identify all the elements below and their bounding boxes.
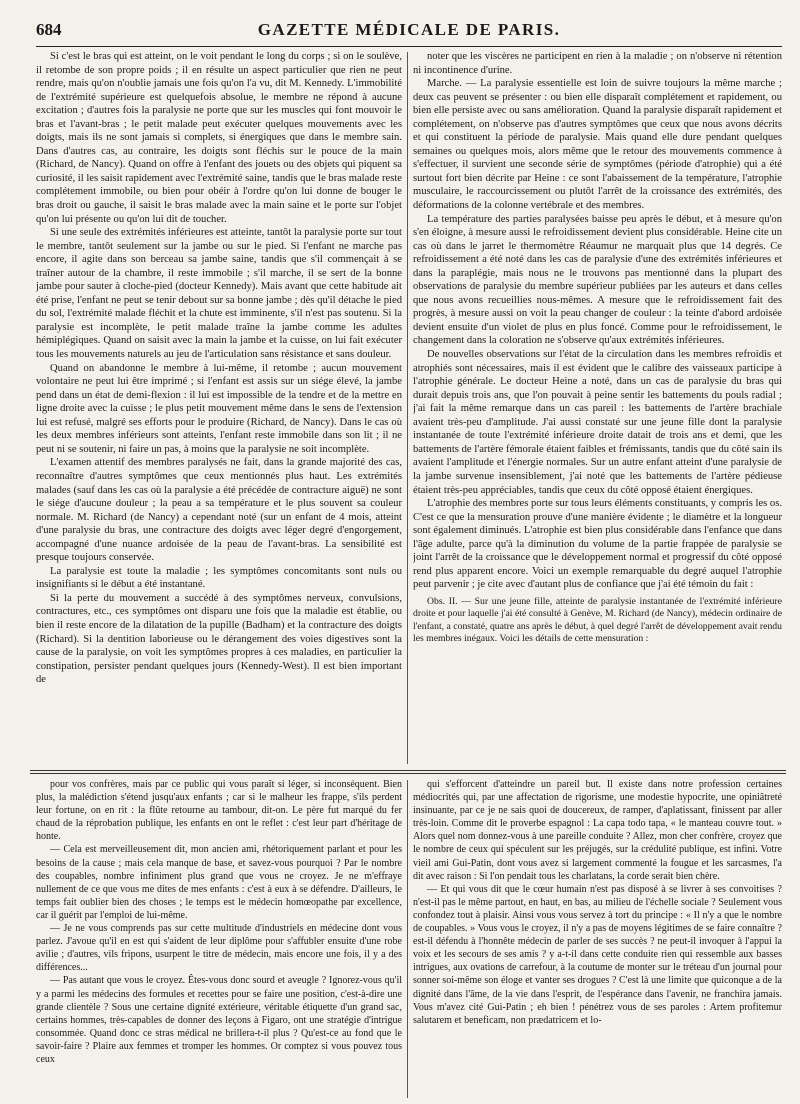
paragraph: Quand on abandonne le membre à lui-même, il retombe ; aucun mouvement volontaire ne peut lui être imprimé ; si l'enfant est assis sur un siége élevé, la jambe pend dans un état de demi-flexion : il lui est impossible de la tendre et de la mettre en ligne droite avec la cuisse ; le plus petit mouvement même dans le sens de l'extension lui est refusé, malgré ses efforts pour le produire (Richard, de Nancy). Dans le cas où les deux membres inférieurs sont atteints, l'enfant reste immobile dans son lit ; il ne peut ni se soutenir, ni faire un pas, à moins que la paralysie ne soit incomplète. [36,362,402,455]
paragraph: La température des parties paralysées baisse peu après le début, et à mesure qu'on s'en éloigne, à mesure aussi le refroidissement devient plus considérable. Heine cite un cas où dans le jarret le thermomètre Réaumur ne marquait plus que 14 degrés. Ce refroidissement a été noté dans les cas de paralysie d'une des extrémités inférieures et dans la paraplégie, mais nous ne le trouvons pas mentionné dans la plupart des observations de paralysie du membre supérieur publiées par les auteurs et dans celles que nous avons recueillies nous-mêmes. A mesure que le refroidissement fait des progrès, à mesure aussi on voit la peau changer de couleur : la teinte d'abord ardoisée devient ensuite d'un violet de plus en plus foncé. Comme pour le refroidissement, le changement dans la coloration ne s'observe qu'aux extrémités inférieures. [413,213,782,347]
paragraph: De nouvelles observations sur l'état de la circulation dans les membres refroidis et atrophiés sont nécessaires, mais il est évident que le calibre des vaisseaux participe à l'atrophie générale. Le docteur Heine a noté, dans un cas de paralysie du bras qui durait depuis trois ans, que l'on pouvait à peine sentir les battements du pouls radial ; j'ai fait la même remarque dans un cas pareil : les battements de l'artère brachiale avaient très-peu d'amplitude. J'ai aussi constaté sur une jeune fille dont la paralysie instantanée de toute l'extrémité inférieure droite datait de trois ans et demi, que les battements de l'artère fémorale étaient faibles et frémissants, tandis que du côté sain ils avaient l'amplitude et l'énergie normales. Sur un autre enfant atteint d'une paralysie de la jambe survenue insensiblement, j'ai noté que les battements de l'artère pédieuse étaient très-peu appréciables, tandis que ceux du côté opposé étaient énergiques. [413,349,782,496]
paragraph: — Cela est merveilleusement dit, mon ancien ami, rhétoriquement parlant et pour les besoins de la cause ; mais cela manque de base, et savez-vous pourquoi ? Par le nombre des coupables, nombre infiniment plus grand que vous ne croyez. Je ne m'effraye nullement de ce que vous me dites de mes enfants : c'est à eux à se défendre. D'ailleurs, le temps fait oublier bien des choses ; le temps est le médecin homœopathe par excellence, car il guérit par l'emploi de lui-même. [36,844,402,921]
page-header [36,16,782,47]
paragraph: — Je ne vous comprends pas sur cette multitude d'industriels en médecine dont vous parlez. J'avoue qu'il en est qui s'aident de leur diplôme pour s'affubler ensuite d'une robe avilie ; d'autres, vils fripons, usurpent le titre de médecin, mais encore une fois, il y a des différences... [36,923,402,974]
feuilleton-right-column [413,778,782,1098]
paragraph: L'atrophie des membres porte sur tous leurs éléments constituants, y compris les os. C'est ce que la mensuration prouve d'une manière évidente ; le diamètre et la longueur sont également diminués. L'atrophie est bien plus considérable dans l'enfance que dans l'âge adulte, parce qu'à la diminution du volume de la partie frappée de paralysie se joint l'arrêt de la croissance que le développement normal et progressif du côté opposé rend plus apparent encore. Voici un exemple remarquable du degré auquel l'atrophie peut parvenir ; je cite avec d'autant plus de confiance que j'ai été témoin du fait : [413,498,782,591]
feuilleton-divider-top [30,770,786,771]
paragraph: L'examen attentif des membres paralysés ne fait, dans la grande majorité des cas, reconnaître d'autres symptômes que ceux mentionnés plus haut. Les extrémités malades (sauf dans les cas où la paralysie a été précédée de contracture aiguë) ne sont le siége d'aucune douleur ; la peau a sa température et le plus souvent sa couleur normale. M. Richard (de Nancy) a cependant noté (sur un enfant de 4 mois, atteint d'une paralysie du bras, une contracture des doigts avec léger degré d'engorgement, accompagné d'une nuance ardoisée de la peau de l'avant-bras. La sensibilité est presque toujours conservée. [36,457,402,564]
paragraph: Si une seule des extrémités inférieures est atteinte, tantôt la paralysie porte sur tout le membre, tantôt seulement sur la jambe ou sur le pied. Si l'enfant ne marche pas encore, il agite dans son berceau sa jambe saine, tandis que s'il commençait à se traîner autour de la chambre, il reste immobile ; s'il marche, il se sert de la bonne jambe pour sauter à cloche-pied (docteur Kennedy). Mais avant que cette habitude ait été prise, l'enfant ne peut se tenir debout sur sa bonne jambe ; dès qu'il détache le pied du sol, l'extrémité malade fléchit et la chute est imminente, s'il n'est pas soutenu. Si la paralysie est incomplète, le petit malade traîne la jambe comme les adultes hémiplégiques. Quand on saisit avec la main la jambe et la cuisse, on lui fait exécuter tous les mouvements naturels au jeu de l'articulation sans résistance et sans douleur. [36,227,402,361]
column-divider [407,52,408,764]
paragraph: — Pas autant que vous le croyez. Êtes-vous donc sourd et aveugle ? Ignorez-vous qu'il y a parmi les médecins des formules et recettes pour se faire une position, c'est-à-dire une grande clientèle ? Sous une certaine dignité extérieure, véritable étiquette d'un grand sac, certains hommes, très-capables de donner des leçons à Figaro, ont une stratégie d'intrigue consommée. Quand donc ce stras médical ne brillera-t-il plus ? Qu'est-ce au fond que le savoir-faire ? Plaire aux femmes et tromper les hommes. Or comptez si vous pouvez tous ceux [36,975,402,1065]
feuilleton-left-column [36,778,402,1098]
paragraph-marche: Marche. — La paralysie essentielle est loin de suivre toujours la même marche ; deux cas peuvent se présenter : ou bien elle disparaît complétement et rapidement, ou bien elle persiste avec ou sans amélioration. Quand la paralysie disparaît rapidement et complétement, on n'observe pas d'autres symptômes que ceux que nous avons décrits et qui constituent la période de paralysie. Mais quand elle dure pendant quelques semaines ou quelques mois, alors même que le retour des mouvements commence à s'effectuer, il survient une seconde série de symptômes (période d'atrophie) qui a été surtout fort bien décrite par Heine : ce sont l'abaissement de la température, l'atrophie musculaire, le raccourcissement ou plutôt l'arrêt de la croissance des extrémités, des déformations de la colonne vertébrale et des membres. [413,78,782,212]
journal-title: GAZETTE MÉDICALE DE PARIS. [257,20,561,39]
paragraph: La paralysie est toute la maladie ; les symptômes concomitants sont nuls ou insignifiants si le début a été instantané. [36,565,402,591]
paragraph: noter que les viscères ne participent en rien à la maladie ; on n'observe ni rétention ni incontinence d'urine. [413,51,782,76]
page-number: 684 [36,20,62,39]
paragraph: — Et qui vous dit que le cœur humain n'est pas disposé à se livrer à ses convoitises ? n'est-il pas le même partout, en haut, en bas, au milieu de l'échelle sociale ? Seulement vous confondez tout à plaisir. Ainsi vous vous servez à tort du principe : « Il n'y a que le nombre de coupables. » Vous vous le croyez, il n'y a pas de moyens légitimes de se faire connaître ? est-il défendu à l'honnête médecin de parler de ses succès ? ne peut-il invoquer à l'appui la voix et les secours de ses amis ? y a-t-il dans cette conduite rien qui ressemble aux basses intrigues, aux ovations de carrefour, à la coutume de monter sur le tréteau d'un journal pour sonner soi-même son éloge et vanter ses drogues ? C'est là une limite que quiconque a de la dignité dans l'âme, de la vie dans l'esprit, de l'espérance dans l'avenir, ne franchira jamais. Vous m'avez cité Gui-Patin ; eh bien ! pénétrez vous de ses paroles : Artem profitemur salutarem et beneficam, non prædatricem et lo- [413,883,782,1026]
paragraph: qui s'efforcent d'atteindre un pareil but. Il existe dans notre profession certaines médiocrités qui, par une affectation de rigorisme, une modestie hypocrite, une opiniâtreté insinuante, par ce je ne sais quoi de doucereux, de ramper, d'aplatissant, finissent par aller très-loin. Comme dit le proverbe espagnol : La capa todo tapa, « le manteau couvre tout. » Alors quel nom donnez-vous à une pareille conduite ? Allez, mon cher confrère, croyez que le nombre de ceux qui spéculent sur les préjugés, sur la crédulité publique, est infini. Votre vieil ami Gui-Patin, dont vous avez si largement commenté la fougue et les sarcasmes, l'a dit avec raison : Si l'on pendait tous les charlatans, la corde serait bien chère. [413,779,782,882]
article-right-column [413,50,782,765]
paragraph: Si la perte du mouvement a succédé à des symptômes nerveux, convulsions, contractures, etc., ces symptômes ont disparu une fois que la maladie est établie, ou bien il reste encore de la dilatation de la pupille (Badham) et la contracture des doigts (Richard). Si la dentition laborieuse ou le dérangement des voies digestives sont la cause de la paralysie, on voit les symptômes propres à ces maladies, en particulier la constipation, persister pendant quelques jours (Kennedy-West). Il est bien important de [36,592,402,686]
paragraph: pour vos confrères, mais par ce public qui vous paraît si léger, si inconséquent. Bien plus, la malédiction s'étend jusqu'aux enfants ; car si le malheur les frappe, s'ils perdent leur fortune, on en rit : la flûte retourne au tambour, dit-on. Le père fut marqué du fer chaud de la réprobation publique, les enfants en ont le reflet : c'est leur part d'héritage de honte. [36,779,402,843]
paragraph: Si c'est le bras qui est atteint, on le voit pendant le long du corps ; si on le soulève, il retombe de son propre poids ; il en résulte un aspect particulier que rien ne peut rendre, mais qu'on n'oublie jamais une fois qu'on l'a vu, dit M. Kennedy. L'immobilité de l'extrémité supérieure est quelquefois absolue, le membre ne répond à aucune excitation ; d'autres fois la paralysie ne porte que sur les muscles qui font mouvoir le bras et l'avant-bras ; le petit malade peut exécuter quelques mouvements avec les doigts, mais ils ne sont jamais si complets, si énergiques que dans le membre sain. Dans d'autres cas, au contraire, les doigts sont fléchis sur le pouce de la main (Richard, de Nancy). Quand on offre à l'enfant des jouets ou des objets qui piquent sa curiosité, il les saisit rapidement avec l'extrémité saine, tandis que le bras malade reste complétement immobile, ou bien pour obéir à l'ordre qu'on lui donne de bouger le bras droit ou gauche, il saisit le bras malade avec la main saine et le porte sur l'objet qu'on lui présente ou qu'on lui dit de toucher. [36,51,402,225]
article-left-column [36,50,402,765]
observation-paragraph: Obs. II. — Sur une jeune fille, atteinte de paralysie instantanée de l'extrémité inférieure droite et pour laquelle j'ai été consulté à Genève, M. Richard (de Nancy), médecin ordinaire de l'enfant, a constaté, quatre ans après le début, à quel degré l'arrêt de développement avait rendu les membres inégaux. Voici les détails de cette mensuration : [413,595,782,645]
feuilleton-column-divider [407,780,408,1098]
feuilleton-divider-bottom [30,773,786,774]
